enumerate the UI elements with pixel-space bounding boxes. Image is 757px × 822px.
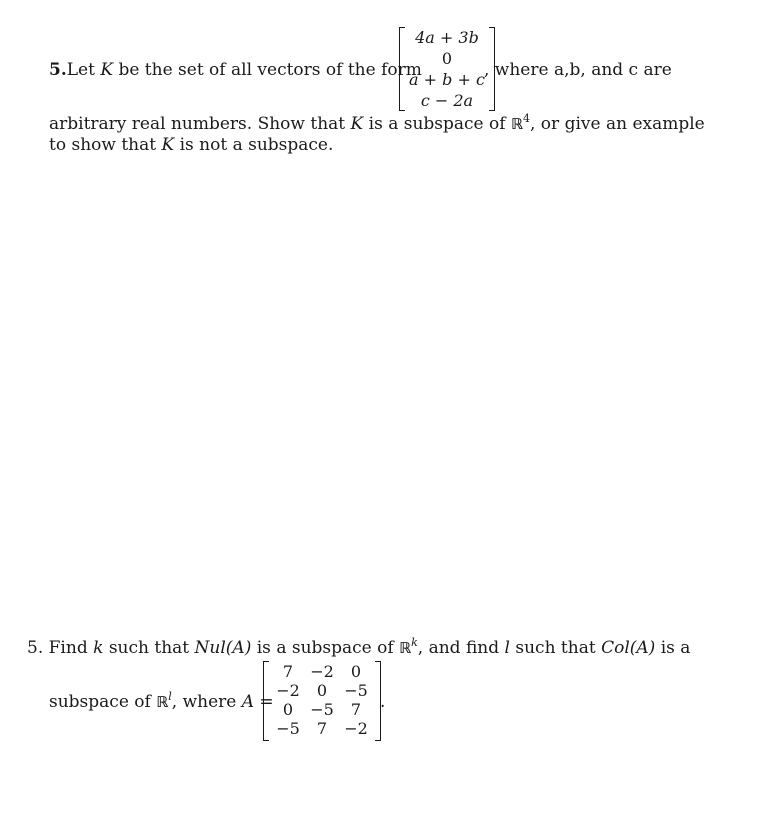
- matrix-cell: −2: [344, 719, 368, 738]
- matrix-cell: 7: [316, 719, 328, 738]
- problem2-line1: 5. Find k such that Nul(A) is a subspace of ℝ$^k$, and find l such that Col(A) is a: [27, 636, 691, 658]
- matrix-cell: −5: [276, 719, 300, 738]
- reals-symbol: ℝ: [156, 693, 169, 711]
- matrix-cell: −5: [310, 700, 334, 719]
- vector-entry: 0: [441, 49, 453, 68]
- matrix-cell: 0: [316, 681, 328, 700]
- matrix-cell: 7: [282, 662, 294, 681]
- matrix-cell: 7: [350, 700, 362, 719]
- problem2-period: .: [380, 692, 386, 712]
- matrix-cell: −5: [344, 681, 368, 700]
- problem1-line1: 5.Let K be the set of all vectors of the form: [49, 60, 422, 80]
- problem1-line2: arbitrary real numbers. Show that K is a subspace of ℝ$^4$, or give an example: [49, 112, 705, 134]
- matrix-a: [263, 661, 381, 741]
- problem2-line2: subspace of ℝ$^l$, where A =: [49, 690, 274, 712]
- matrix-cell: 0: [350, 662, 362, 681]
- reals-symbol: ℝ: [399, 639, 412, 657]
- vector-entry: a + b + c: [409, 70, 485, 89]
- var-k: K: [100, 60, 114, 80]
- matrix-cell: −2: [310, 662, 334, 681]
- vector-entry: 4a + 3b: [415, 28, 479, 47]
- column-vector: [399, 27, 495, 111]
- reals-symbol: ℝ: [510, 115, 523, 133]
- vector-entry: c − 2a: [420, 91, 474, 110]
- problem1-line3: to show that K is not a subspace.: [49, 135, 334, 155]
- matrix-cell: 0: [282, 700, 294, 719]
- problem1-after-vector: , where a,b, and c are: [484, 60, 672, 80]
- problem2-number: 5.: [27, 638, 44, 658]
- matrix-cell: −2: [276, 681, 300, 700]
- problem1-number: 5.: [49, 60, 67, 80]
